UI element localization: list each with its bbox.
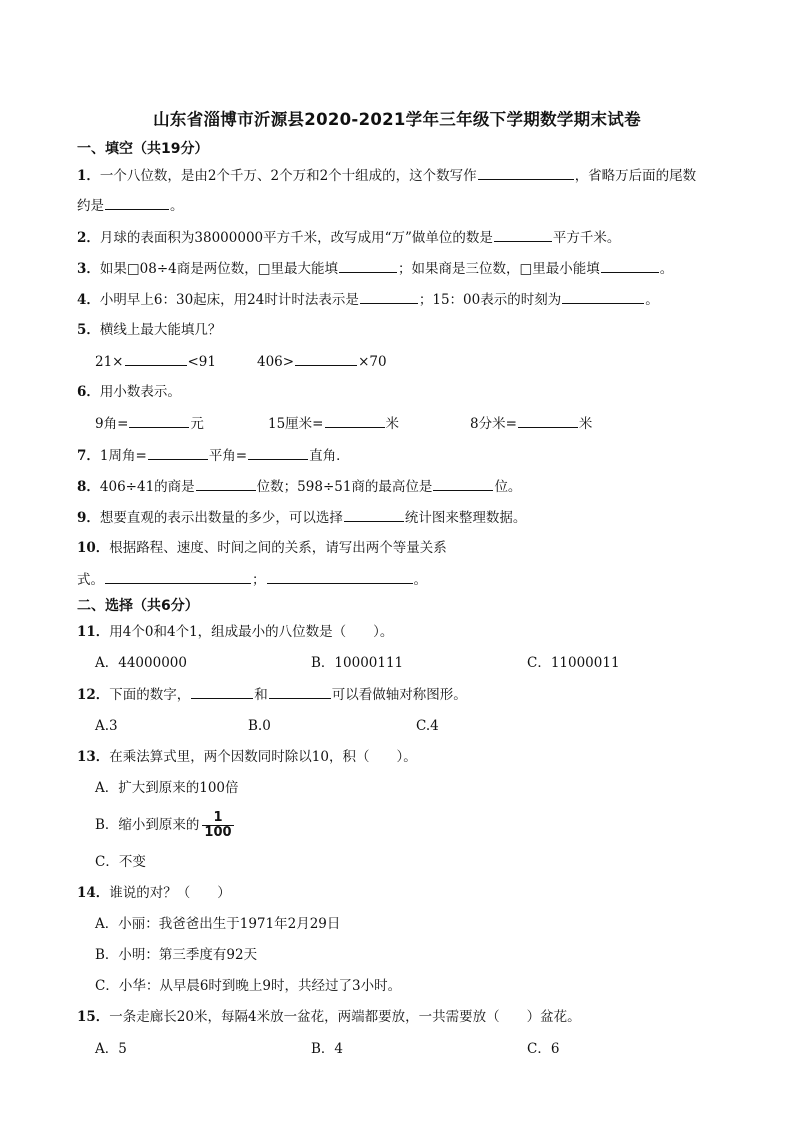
q12-option-a[interactable]: A.3 <box>95 718 118 734</box>
answer-blank[interactable] <box>267 569 413 584</box>
answer-blank[interactable] <box>248 445 308 460</box>
question-14: 14．谁说的对？（ ） <box>77 885 231 901</box>
question-10-cont: 式。 ； 。 <box>77 569 427 590</box>
q11-option-a[interactable]: A．44000000 <box>95 655 187 671</box>
answer-blank[interactable] <box>191 684 253 699</box>
answer-blank[interactable] <box>129 413 189 428</box>
answer-blank[interactable] <box>494 227 552 242</box>
question-7: 7．1周角= 平角= 直角． <box>77 445 350 466</box>
answer-blank[interactable] <box>196 476 256 491</box>
question-3: 3．如果□08÷4商是两位数，□里最大能填 ；如果商是三位数，□里最小能填 。 <box>77 258 673 279</box>
section-heading-choice: 二、选择（共6分） <box>77 598 199 614</box>
q13-option-b[interactable]: B．缩小到原来的 $\frac{1}{100}$ <box>95 810 232 840</box>
q6-item-b: 15厘米= 米 <box>268 413 399 434</box>
answer-blank[interactable] <box>433 476 493 491</box>
q11-option-b[interactable]: B．10000111 <box>311 655 404 671</box>
question-1-cont: 约是 。 <box>77 195 184 216</box>
answer-blank[interactable] <box>269 684 331 699</box>
q12-option-b[interactable]: B.0 <box>248 718 271 734</box>
question-1: 1．一个八位数，是由2个千万、2个万和2个十组成的，这个数写作 ，省略万后面的尾数 <box>77 165 696 186</box>
q14-option-b[interactable]: B．小明：第三季度有92天 <box>95 947 258 963</box>
page-title: 山东省淄博市沂源县2020-2021学年三年级下学期数学期末试卷 <box>153 110 641 129</box>
q5-item-b: 406> ×70 <box>257 351 387 372</box>
q6-item-a: 9角= 元 <box>95 413 204 434</box>
answer-blank[interactable] <box>518 413 578 428</box>
answer-blank[interactable] <box>339 258 397 273</box>
q13-option-a[interactable]: A．扩大到原来的100倍 <box>95 780 239 796</box>
answer-blank[interactable] <box>360 289 418 304</box>
answer-blank[interactable] <box>344 507 404 522</box>
fraction-one-hundredth: $\frac{1}{100}$ <box>204 810 232 840</box>
q14-option-a[interactable]: A．小丽：我爸爸出生于1971年2月29日 <box>95 916 341 932</box>
question-11: 11．用4个0和4个1，组成最小的八位数是（ ）。 <box>77 624 394 640</box>
answer-blank[interactable] <box>562 289 644 304</box>
q11-option-c[interactable]: C．11000011 <box>527 655 620 671</box>
question-4: 4．小明早上6：30起床，用24时计时法表示是 ；15：00表示的时刻为 。 <box>77 289 659 310</box>
answer-blank[interactable] <box>295 351 357 366</box>
question-12: 12．下面的数字， 和 可以看做轴对称图形。 <box>77 684 467 705</box>
question-10: 10．根据路程、速度、时间之间的关系，请写出两个等量关系 <box>77 540 447 556</box>
q12-option-c[interactable]: C.4 <box>416 718 439 734</box>
q14-option-c[interactable]: C．小华：从早晨6时到晚上9时，共经过了3小时。 <box>95 978 402 994</box>
question-2: 2．月球的表面积为38000000平方千米，改写成用“万”做单位的数是 平方千米。 <box>77 227 620 248</box>
answer-blank[interactable] <box>105 569 251 584</box>
answer-blank[interactable] <box>478 165 574 180</box>
q15-option-c[interactable]: C．6 <box>527 1041 560 1057</box>
question-13: 13．在乘法算式里，两个因数同时除以10，积（ ）。 <box>77 749 417 765</box>
question-5: 5．横线上最大能填几？ <box>77 322 222 338</box>
question-15: 15．一条走廊长20米，每隔4米放一盆花，两端都要放，一共需要放（ ）盆花。 <box>77 1009 581 1025</box>
question-6: 6．用小数表示。 <box>77 384 181 400</box>
q15-option-a[interactable]: A．5 <box>95 1041 127 1057</box>
question-8: 8．406÷41的商是 位数；598÷51商的最高位是 位。 <box>77 476 521 497</box>
section-heading-fill-blank: 一、填空（共19分） <box>77 141 209 157</box>
q15-option-b[interactable]: B．4 <box>311 1041 344 1057</box>
question-9: 9．想要直观的表示出数量的多少，可以选择 统计图来整理数据。 <box>77 507 526 528</box>
q6-item-c: 8分米= 米 <box>470 413 592 434</box>
q5-item-a: 21× <91 <box>95 351 216 372</box>
q13-option-c[interactable]: C．不变 <box>95 854 146 870</box>
answer-blank[interactable] <box>125 351 187 366</box>
answer-blank[interactable] <box>105 195 169 210</box>
answer-blank[interactable] <box>148 445 208 460</box>
answer-blank[interactable] <box>325 413 385 428</box>
answer-blank[interactable] <box>601 258 659 273</box>
